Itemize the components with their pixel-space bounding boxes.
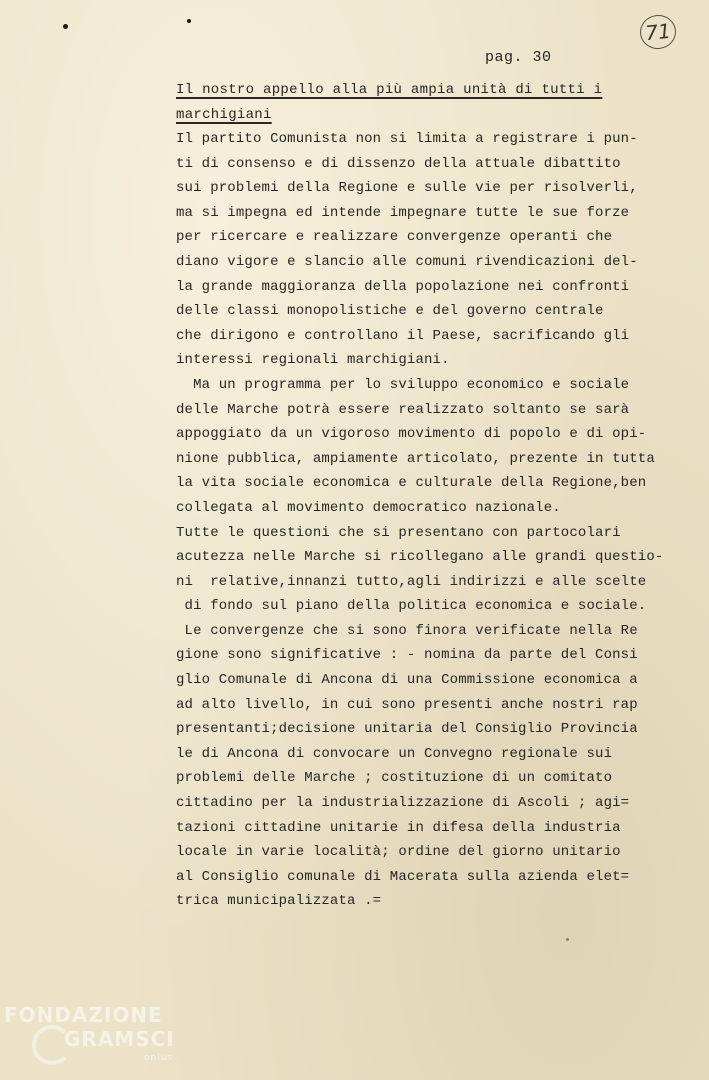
text-line: ad alto livello, in cui sono presenti anche nostri rap <box>176 696 638 713</box>
watermark-line: FONDAZIONE <box>4 1003 163 1027</box>
text-line: trica municipalizzata .= <box>176 893 382 910</box>
folio-stamp: 71 <box>638 13 677 51</box>
text-line: tazioni cittadine unitarie in difesa della industria <box>176 819 621 836</box>
text-line: Il partito Comunista non si limita a registrare i pun- <box>176 131 638 147</box>
heading-line: Il nostro appello alla più ampia unità di tutti i <box>176 82 603 98</box>
watermark-line: GRAMSCI <box>64 1027 175 1051</box>
text-line: di fondo sul piano della politica economica e sociale. <box>176 598 647 615</box>
text-line: Tutte le questioni che si presentano con partocolari <box>176 524 621 541</box>
text-line: la vita sociale economica e culturale della Regione,ben <box>176 475 647 492</box>
text-line: ma si impegna ed intende impegnare tutte le sue forze <box>176 204 630 221</box>
watermark-line: onlus <box>144 1053 174 1063</box>
text-line: presentanti;decisione unitaria del Consiglio Provincia <box>176 721 638 738</box>
text-line: appoggiato da un vigoroso movimento di popolo e di opi- <box>176 426 647 443</box>
text-line: diano vigore e slancio alle comuni rivendicazioni del- <box>176 253 638 270</box>
text-line: sui problemi della Regione e sulle vie per risolverli, <box>176 180 638 197</box>
text-line: nione pubblica, ampiamente articolato, prezente in tutta <box>176 450 655 467</box>
text-line: problemi delle Marche ; costituzione di un comitato <box>176 770 613 787</box>
text-line: interessi regionali marchigiani. <box>176 352 450 369</box>
text-line: cittadino per la industrializzazione di Ascoli ; agi= <box>176 795 630 812</box>
text-line: delle Marche potrà essere realizzato soltanto se sarà <box>176 401 630 418</box>
archive-watermark <box>4 1003 175 1063</box>
body-text <box>176 127 676 914</box>
text-line: ni relative,innanzi tutto,agli indirizzi e alle scelte <box>176 573 647 590</box>
text-line: che dirigono e controllano il Paese, sacrificando gli <box>176 327 630 344</box>
text-line: collegata al movimento democratico nazionale. <box>176 499 561 516</box>
text-line: delle classi monopolistiche e del governo centrale <box>176 303 604 320</box>
punch-hole <box>63 24 68 29</box>
text-line: le di Ancona di convocare un Convegno regionale sui <box>176 745 613 762</box>
text-line: acutezza nelle Marche si ricollegano alle grandi questio- <box>176 549 664 566</box>
heading-line: marchigiani <box>176 107 272 123</box>
text-line: gione sono significative : - nomina da parte del Consi <box>176 647 638 664</box>
page-number: pag. 30 <box>485 49 552 66</box>
text-line: per ricercare e realizzare convergenze operanti che <box>176 229 613 246</box>
text-line: glio Comunale di Ancona di una Commissione economica a <box>176 672 638 689</box>
punch-hole <box>187 19 191 23</box>
ink-speck <box>566 938 569 941</box>
text-line: al Consiglio comunale di Macerata sulla azienda elet= <box>176 868 630 885</box>
text-line: Le convergenze che si sono finora verificate nella Re <box>176 622 638 639</box>
text-line: Ma un programma per lo sviluppo economico e sociale <box>176 376 630 393</box>
text-line: la grande maggioranza della popolazione nei confronti <box>176 278 630 295</box>
text-line: locale in varie località; ordine del giorno unitario <box>176 844 621 861</box>
text-line: ti di consenso e di dissenzo della attuale dibattito <box>176 155 621 172</box>
section-heading <box>176 78 616 128</box>
